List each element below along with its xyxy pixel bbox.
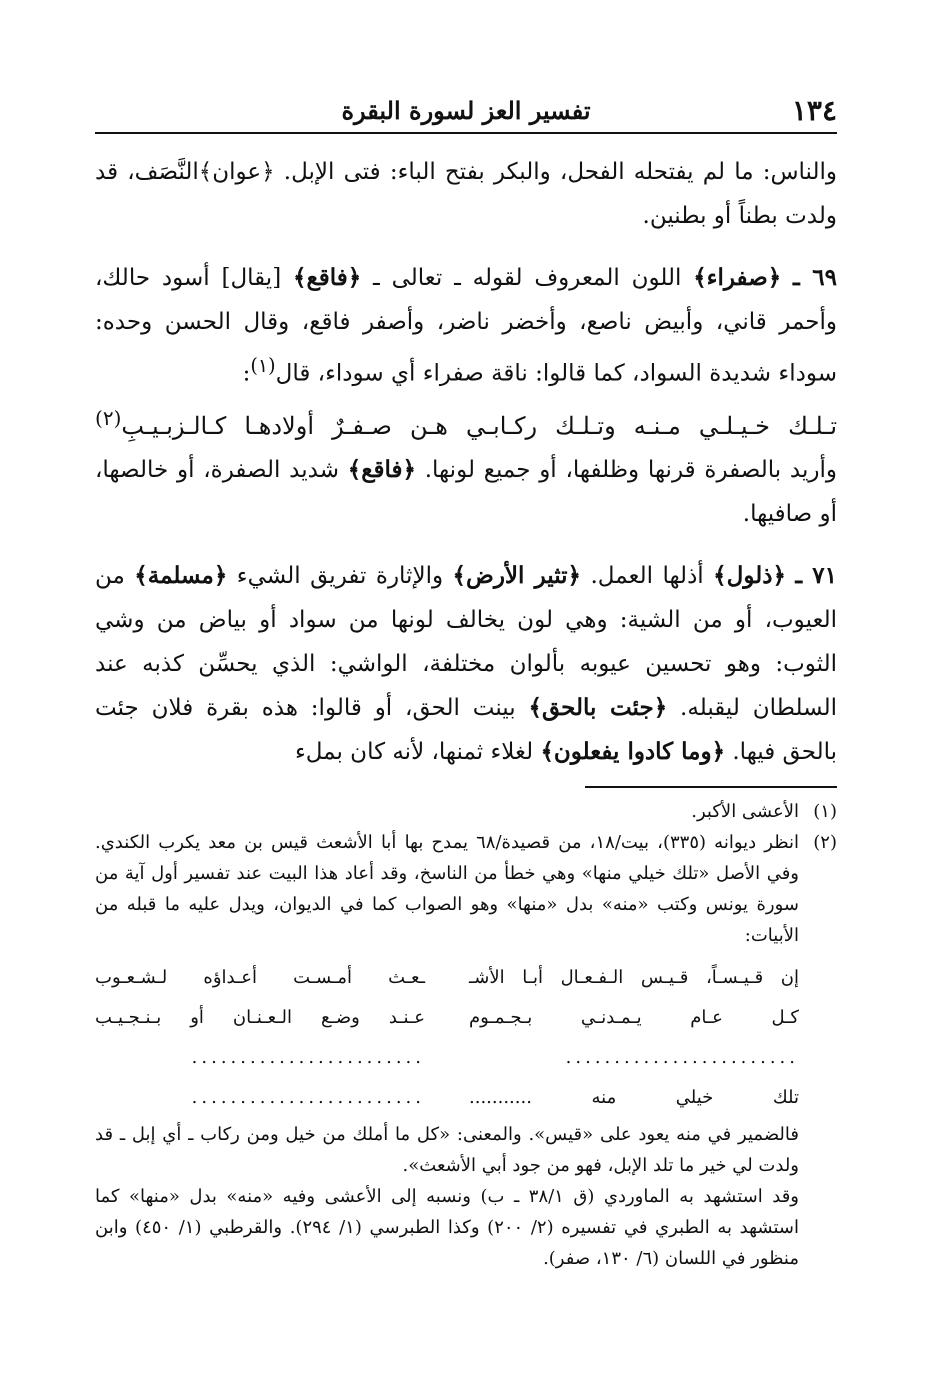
- footnote-ref: (١): [250, 354, 276, 377]
- footnote-number: (١): [813, 801, 837, 822]
- text-run: [يقال] أسود حالك، وأحمر قاني، وأبيض ناصع، وأخضر ناضر، وأصفر فاقع، وقال الحسن وحده: سوداء شديدة السواد، كما قالوا: ناقة صفراء أي سوداء، قال: [95, 265, 837, 387]
- footnote-ref: (٢): [95, 405, 122, 430]
- paragraph-4: [95, 554, 837, 774]
- hemistich-first: إن قـيـسـاً، قـيـس الـفـعـال أبـا الأشـ: [469, 966, 799, 988]
- verse-text: تـلـك خـيـلـي مـنـه وتـلـك ركـابـي هـن صـفـرٌ أولادهـا كـالـزبـيـبِ: [121, 411, 837, 440]
- hemistich-first: تلك خيلي منه ...........: [469, 1086, 799, 1108]
- quran-term: ﴿ذلول﴾: [713, 561, 786, 589]
- text-run: وأريد بالصفرة قرنها وظلفها، أو جميع لونها.: [415, 456, 837, 483]
- footnotes: [95, 796, 837, 1274]
- footnote-1: [95, 796, 837, 827]
- footnote-text: [95, 827, 799, 1274]
- text-run: من العيوب، أو من الشية: وهي لون يخالف لونها من سواد أو بياض من وشي الثوب: وهو تحسين عيوبه بألوان مختلفة، الواشي: الذي يحسِّن كذبه عند السلطان ليقبله.: [95, 562, 838, 721]
- footnote-2: [95, 827, 837, 1274]
- quran-term: ﴿فاقع﴾: [293, 264, 362, 291]
- footnote-intro: انظر ديوانه (٣٣٥)، بيت/١٨، من قصيدة/٦٨ يمدح بها أبا الأشعث قيس بن معد يكرب الكندي. وفي الأصل «تلك خيلي منها» وهي خطأ من الناسخ، وقد أعاد هذا البيت عند تفسير أول آية من سورة يونس وكتب «منه» بدل «منها» وهو الصواب كما في الديوان، ويدل عليه ما قبله من الأبيات:: [95, 832, 800, 946]
- text-run: أذلها العمل.: [581, 562, 714, 589]
- footnote-divider: [585, 786, 837, 788]
- paragraph-2: [95, 256, 837, 396]
- footnote-paragraph: وقد استشهد به الماوردي (ق ٣٨/١ ـ ب) ونسبه إلى الأعشى وفيه «منه» بدل «منها» كما استشهد به الطبري في تفسيره (٢/ ٢٠٠) وكذا الطبرسي (١/ ٢٩٤). والقرطبي (١/ ٤٥٠) وابن منظور في اللسان (٦/ ١٣٠، صفر).: [95, 1186, 800, 1269]
- quran-term: ﴿صفراء﴾: [693, 264, 782, 291]
- entry-number: ٦٩ ـ: [793, 264, 838, 291]
- poem-block: [95, 957, 799, 1117]
- quran-term: ﴿جئت بالحق﴾: [528, 693, 668, 721]
- quran-term: ﴿وما كادوا يفعلون﴾: [540, 737, 726, 765]
- main-text: [95, 150, 837, 774]
- hemistich-first: كـل عـام يـمـدنـي بـجـمـوم: [469, 1006, 799, 1028]
- footnote-paragraph: فالضمير في منه يعود على «قيس». والمعنى: «كل ما أملك من خيل ومن ركاب ـ أي إبل ـ قد ولدت لي خير ما تلد الإبل، فهو من جود أبي الأشعث».: [95, 1124, 799, 1176]
- text-run: :: [242, 360, 251, 387]
- text-run: بينت الحق، أو قالوا: هذه بقرة فلان جئت بالحق فيها.: [95, 694, 837, 765]
- text-run: شديد الصفرة، أو خالصها، أو صافيها.: [95, 456, 837, 527]
- poem-line: [95, 1077, 799, 1117]
- entry-number: ٧١ ـ: [795, 561, 838, 589]
- quran-term: ﴿فاقع﴾: [347, 455, 416, 483]
- running-title: تفسير العز لسورة البقرة: [341, 96, 591, 125]
- text-run: اللون المعروف لقوله ـ تعالى ـ: [361, 265, 694, 291]
- poem-line: [95, 997, 799, 1037]
- footnote-text: الأعشى الأكبر.: [691, 801, 799, 822]
- hemistich-second: عـنـد وضـع الـعـنـان أو بـنـجـيـب: [95, 1006, 425, 1028]
- quran-term: ﴿تثير الأرض﴾: [452, 561, 582, 589]
- poetry-verse: [95, 396, 837, 448]
- paragraph-1: والناس: ما لم يفتحله الفحل، والبكر بفتح الباء: فتى الإبل. ﴿عوان﴾النَّصَف، قد ولدت بطناً أو بطنين.: [95, 159, 837, 229]
- hemistich-second: ........................: [191, 1046, 425, 1068]
- hemistich-first: ........................: [565, 1046, 799, 1068]
- poem-line: [95, 957, 799, 997]
- page-number: ١٣٤: [791, 94, 837, 127]
- footnote-number: (٢): [813, 832, 837, 853]
- hemistich-second: ........................: [191, 1086, 425, 1108]
- page-header: [95, 90, 837, 134]
- quran-term: ﴿مسلمة﴾: [134, 561, 228, 589]
- text-run: والإثارة تفريق الشيء: [227, 562, 453, 589]
- text-run: لغلاء ثمنها، لأنه كان بملء: [294, 738, 541, 765]
- paragraph-3: [95, 448, 837, 536]
- poem-line: [95, 1037, 799, 1077]
- hemistich-second: ـعـث أمـسـت أعـداؤه لـشـعـوب: [95, 966, 425, 988]
